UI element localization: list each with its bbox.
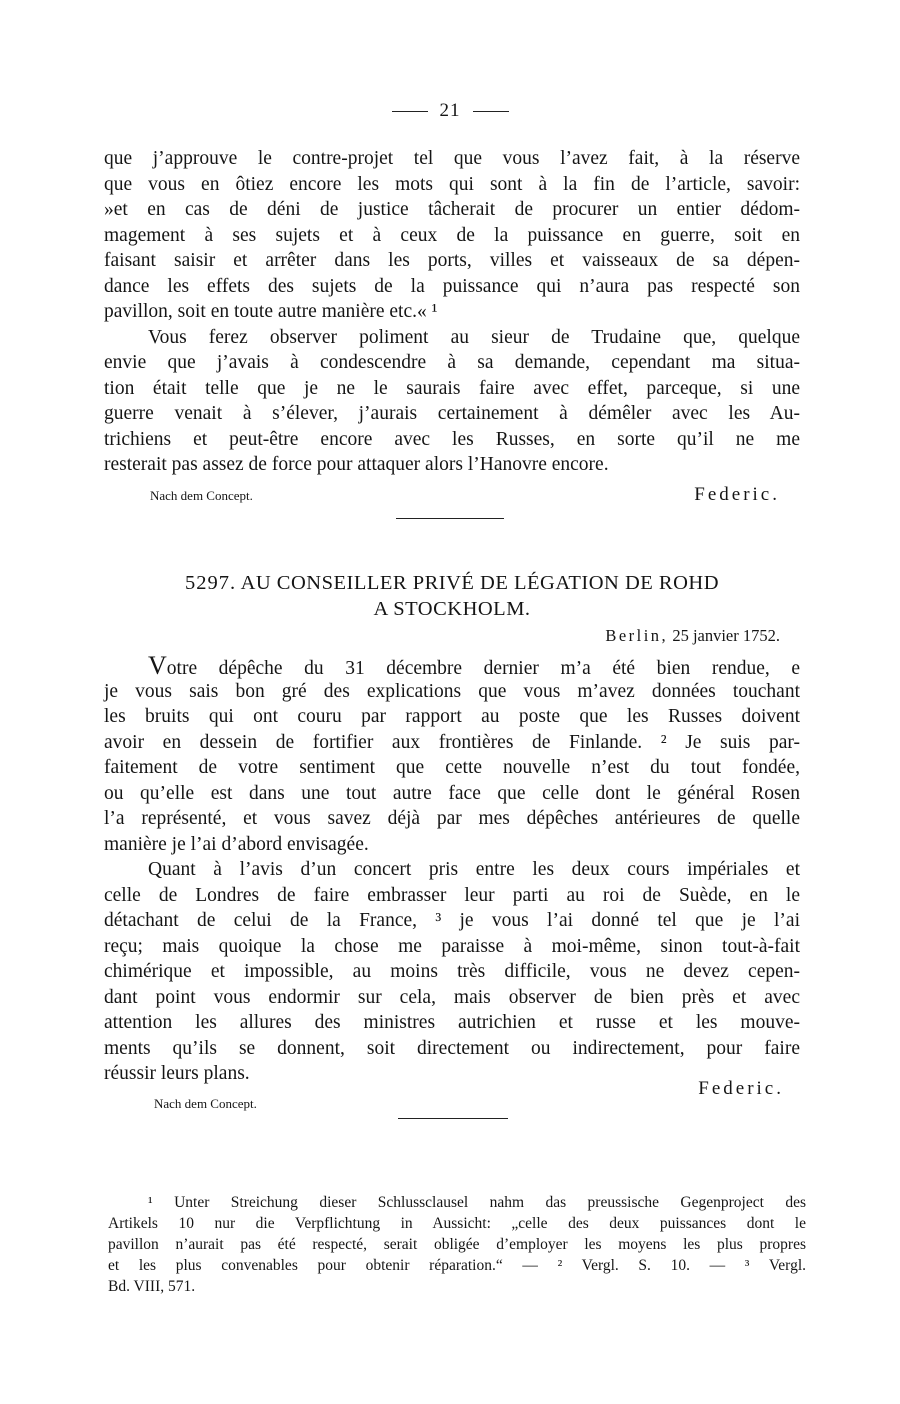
text-line: trichiens et peut-être encore avec les Russes, en sorte qu’il ne me <box>104 428 800 450</box>
text-line: Vous ferez observer poliment au sieur de Trudaine que, quelque <box>148 326 800 348</box>
text-line: magement à ses sujets et à ceux de la puissance en guerre, soit en <box>104 224 800 246</box>
letter-heading <box>104 570 800 622</box>
heading-line-2: A STOCKHOLM. <box>373 598 531 620</box>
footnote-line: ¹ Unter Streichung dieser Schlussclausel nahm das preussische Gegenproject des <box>148 1194 806 1211</box>
text-line: détachant de celui de la France, ³ je vous l’ai donné tel que je l’ai <box>104 910 800 931</box>
signature: Federic. <box>694 484 780 505</box>
text-line: dance les effets des sujets de la puissance qui n’aura pas respecté son <box>104 275 800 297</box>
text-line: »et en cas de déni de justice tâcherait de procurer un entier dédom- <box>104 199 800 220</box>
text-line: les bruits qui ont couru par rapport au poste que les Russes doivent <box>104 706 800 727</box>
text-line: guerre venait à s’élever, j’aurais certainement à démêler avec les Au- <box>104 403 800 424</box>
source-note: Nach dem Concept. <box>150 488 253 503</box>
text-line: faisant saisir et arrêter dans les ports, villes et vaisseaux de sa dépen- <box>104 250 800 271</box>
text-line: resterait pas assez de force pour attaquer alors l’Hanovre encore. <box>104 454 609 475</box>
section1-body <box>104 146 800 478</box>
text-line: ments qu’ils se donnent, soit directement ou indirectement, pour faire <box>104 1037 800 1059</box>
page-number-dash-right <box>473 111 509 112</box>
text-line: Quant à l’avis d’un concert pris entre les deux cours impériales et <box>148 859 800 880</box>
page-number-text: 21 <box>439 100 461 121</box>
section2-closing <box>108 1078 784 1112</box>
text-line: tion était telle que je ne le saurais faire avec effet, parceque, si une <box>104 377 800 399</box>
text-line: celle de Londres de faire embrasser leur parti au roi de Suède, en le <box>104 884 800 906</box>
footnotes <box>108 1192 806 1297</box>
source-note: Nach dem Concept. <box>154 1096 257 1111</box>
text-line-first <box>104 653 800 679</box>
text-line: reçu; mais quoique la chose me paraisse à moi-même, sinon tout-à-fait <box>104 935 800 957</box>
text-line: l’a représenté, et vous savez déjà par mes dépêches antérieures de quelle <box>104 808 800 829</box>
dateline <box>104 626 780 646</box>
text-line: que vous en ôtiez encore les mots qui sont à la fin de l’article, savoir: <box>104 173 800 195</box>
text-line: chimérique et impossible, au moins très difficile, vous ne devez cepen- <box>104 961 800 982</box>
heading-line-1 <box>104 570 800 596</box>
text-line: manière je l’ai d’abord envisagée. <box>104 833 369 855</box>
text-line: je vous sais bon gré des explications que vous m’avez données touchant <box>104 680 800 702</box>
section2-body <box>104 653 800 1087</box>
text-line: que j’approuve le contre-projet tel que vous l’avez fait, à la réserve <box>104 148 800 169</box>
text-line: pavillon, soit en toute autre manière etc.« ¹ <box>104 301 438 322</box>
text-line: dant point vous endormir sur cela, mais observer de bien près et avec <box>104 986 800 1008</box>
text-line: envie que j’avais à condescendre à sa demande, cependant ma situa- <box>104 352 800 373</box>
text-line: avoir en dessein de fortifier aux frontières de Finlande. ² Je suis par- <box>104 731 800 753</box>
initial-letter: V <box>148 651 167 680</box>
text-line: attention les allures des ministres autrichien et russe et les mouve- <box>104 1012 800 1033</box>
footnote-line: Bd. VIII, 571. <box>108 1278 196 1295</box>
section-divider <box>396 518 504 519</box>
text-line: faitement de votre sentiment que cette nouvelle n’est du tout fondée, <box>104 757 800 778</box>
page-number-dash-left <box>392 111 428 112</box>
footnote-line: Artikels 10 nur die Verpflichtung in Aussicht: „celle des deux puissances dont le <box>108 1215 806 1232</box>
text-line: ou qu’elle est dans une tout autre face que celle dont le général Rosen <box>104 782 800 804</box>
text-line: réussir leurs plans. <box>104 1063 250 1084</box>
text-line: otre dépêche du 31 décembre dernier m’a été bien rendue, e <box>166 658 800 679</box>
section-divider <box>398 1118 508 1119</box>
footnote-line: et les plus convenables pour obtenir réparation.“ — ² Vergl. S. 10. — ³ Vergl. <box>108 1257 806 1274</box>
letter-number: 5297. <box>184 572 237 594</box>
signature: Federic. <box>698 1078 784 1099</box>
footnote-line: pavillon n’aurait pas été respecté, serait obligée d’employer les moyens les plus propres <box>108 1236 806 1253</box>
date-text: 25 janvier 1752. <box>672 626 780 645</box>
date-place: Berlin, <box>605 626 669 645</box>
section1-closing <box>104 484 780 506</box>
page-number <box>0 100 900 122</box>
heading-text: AU CONSEILLER PRIVÉ DE LÉGATION DE ROHD <box>240 572 720 594</box>
